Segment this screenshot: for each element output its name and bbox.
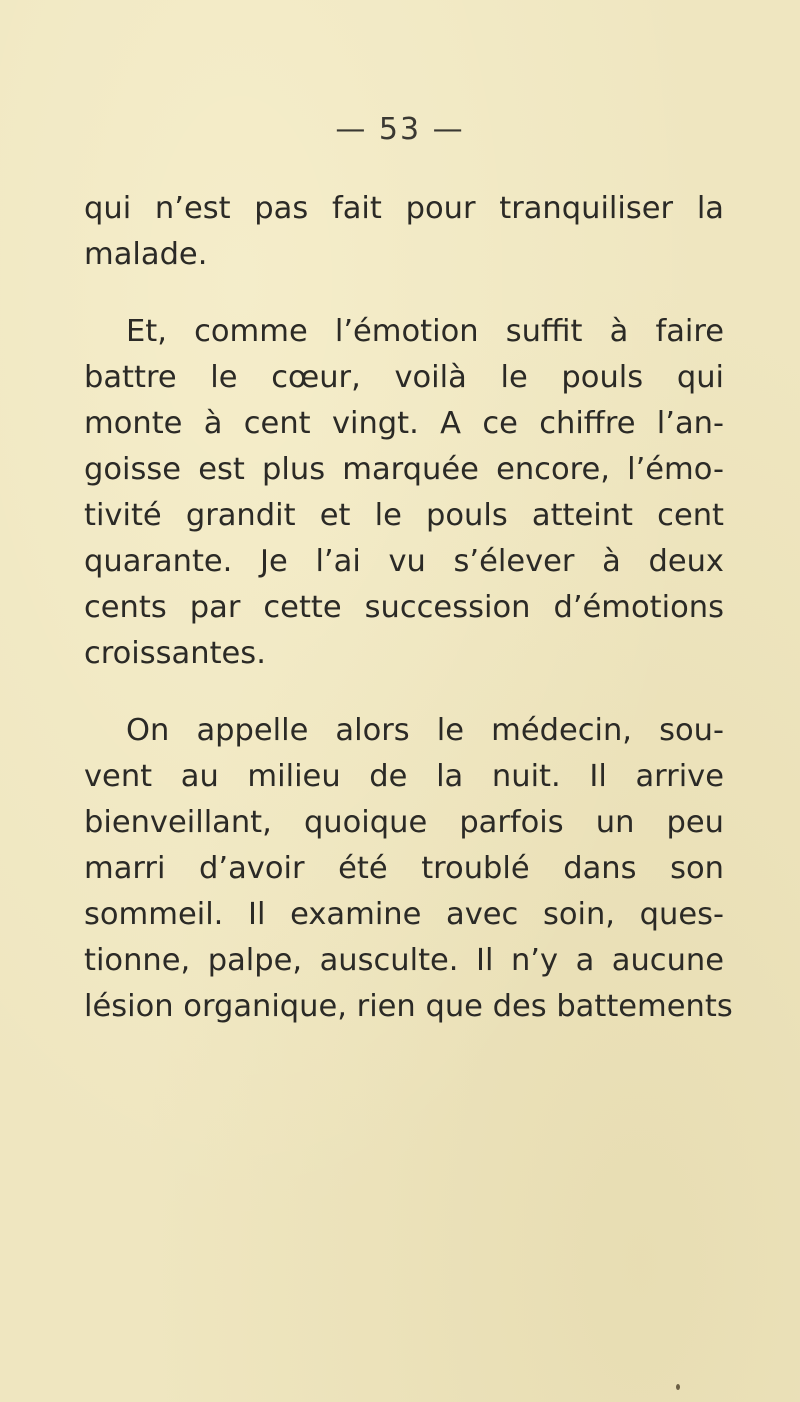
text-line: monte à cent vingt. A ce chiffre l’an- bbox=[84, 406, 724, 441]
text-line: sommeil. Il examine avec soin, ques- bbox=[84, 897, 724, 932]
text-line: vent au milieu de la nuit. Il arrive bbox=[84, 759, 724, 794]
text-line: Et, comme l’émotion suffit à faire bbox=[126, 314, 724, 349]
text-line: tionne, palpe, ausculte. Il n’y a aucune bbox=[84, 943, 724, 978]
page-number: — 53 — bbox=[335, 112, 465, 147]
text-line: battre le cœur, voilà le pouls qui bbox=[84, 360, 724, 395]
text-line: marri d’avoir été troublé dans son bbox=[84, 851, 724, 886]
ink-speck bbox=[676, 1384, 680, 1390]
text-line: malade. bbox=[84, 237, 208, 272]
paragraph-1 bbox=[84, 186, 724, 278]
paragraph-2 bbox=[84, 309, 724, 677]
paragraph-3 bbox=[84, 708, 733, 1030]
text-line: cents par cette succession d’émotions bbox=[84, 590, 724, 625]
text-line: bienveillant, quoique parfois un peu bbox=[84, 805, 724, 840]
body-text bbox=[84, 186, 733, 1030]
text-line: quarante. Je l’ai vu s’élever à deux bbox=[84, 544, 724, 579]
text-line: On appelle alors le médecin, sou- bbox=[126, 713, 724, 748]
text-line: tivité grandit et le pouls atteint cent bbox=[84, 498, 724, 533]
text-line: croissantes. bbox=[84, 636, 266, 671]
text-line: qui n’est pas fait pour tranquiliser la bbox=[84, 191, 724, 226]
text-line: goisse est plus marquée encore, l’émo- bbox=[84, 452, 724, 487]
text-line: lésion organique, rien que des battements bbox=[84, 989, 733, 1024]
